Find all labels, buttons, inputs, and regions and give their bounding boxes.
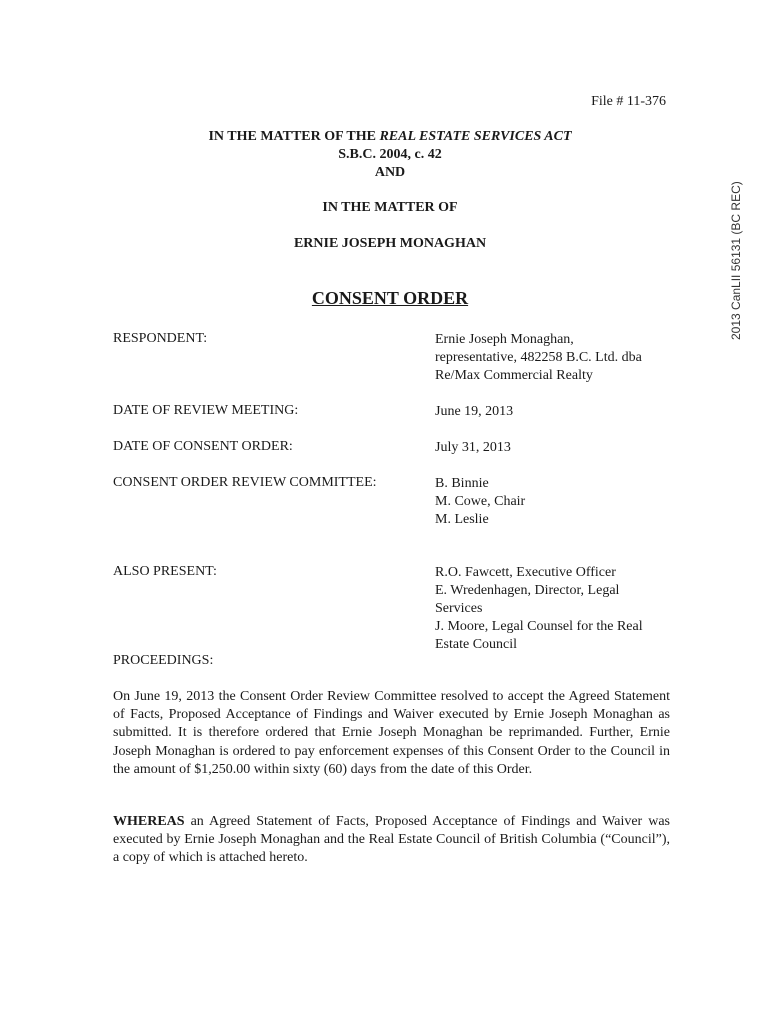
also-present-label: ALSO PRESENT: [113, 564, 217, 579]
respondent-label: RESPONDENT: [113, 331, 208, 346]
committee-member: M. Leslie [435, 512, 489, 527]
respondent-line: Re/Max Commercial Realty [435, 368, 593, 383]
review-meeting-value: June 19, 2013 [435, 404, 514, 419]
statute-citation: S.B.C. 2004, c. 42 [338, 147, 442, 162]
consent-order-date-value: July 31, 2013 [435, 440, 511, 455]
consent-order-date-label: DATE OF CONSENT ORDER: [113, 439, 293, 454]
whereas-paragraph [113, 813, 670, 868]
respondent-line: Ernie Joseph Monaghan, [435, 332, 574, 347]
respondent-value [435, 331, 665, 385]
matter-heading-2: IN THE MATTER OF [322, 200, 458, 215]
matter-heading-prefix: IN THE MATTER OF THE [208, 129, 376, 144]
also-present-line: R.O. Fawcett, Executive Officer [435, 565, 616, 580]
document-title: CONSENT ORDER [311, 288, 469, 308]
committee-member: B. Binnie [435, 476, 489, 491]
and-separator: AND [374, 165, 406, 180]
proceedings-label: PROCEEDINGS: [113, 653, 214, 668]
respondent-line: representative, 482258 B.C. Ltd. dba [435, 350, 642, 365]
committee-label: CONSENT ORDER REVIEW COMMITTEE: [113, 475, 377, 490]
matter-heading [0, 128, 770, 182]
committee-member: M. Cowe, Chair [435, 494, 526, 509]
proceedings-paragraph: On June 19, 2013 the Consent Order Review Committee resolved to accept the Agreed Statement of Facts, Proposed Acceptance of Findings and Waiver executed by Ernie Joseph Monaghan as submitted. It is therefore ordered that Ernie Joseph Monaghan be reprimanded. Further, Ernie Joseph Monaghan is ordered to pay enforcement expenses of this Consent Order to the Council in the amount of $1,250.00 within sixty (60) days from the date of this Order. [113, 689, 670, 777]
also-present-value [435, 564, 665, 654]
canlii-watermark: 2013 CanLII 56131 (BC REC) [729, 181, 743, 340]
review-meeting-label: DATE OF REVIEW MEETING: [113, 403, 299, 418]
also-present-line: Estate Council [435, 637, 518, 652]
respondent-heading: ERNIE JOSEPH MONAGHAN [293, 236, 487, 251]
also-present-line: J. Moore, Legal Counsel for the Real [435, 619, 643, 634]
also-present-line: E. Wredenhagen, Director, Legal [435, 583, 620, 598]
committee-value [435, 475, 665, 529]
act-name: REAL ESTATE SERVICES ACT [379, 129, 572, 144]
matter-heading-line-1 [0, 128, 770, 146]
also-present-line: Services [435, 601, 483, 616]
whereas-lead: WHEREAS [113, 814, 185, 829]
file-number: File # 11-376 [591, 94, 666, 109]
whereas-body: an Agreed Statement of Facts, Proposed Acceptance of Findings and Waiver was executed by Ernie Joseph Monaghan and the Real Estate Council of British Columbia (“Council”), a copy of which is attached hereto. [113, 814, 670, 866]
